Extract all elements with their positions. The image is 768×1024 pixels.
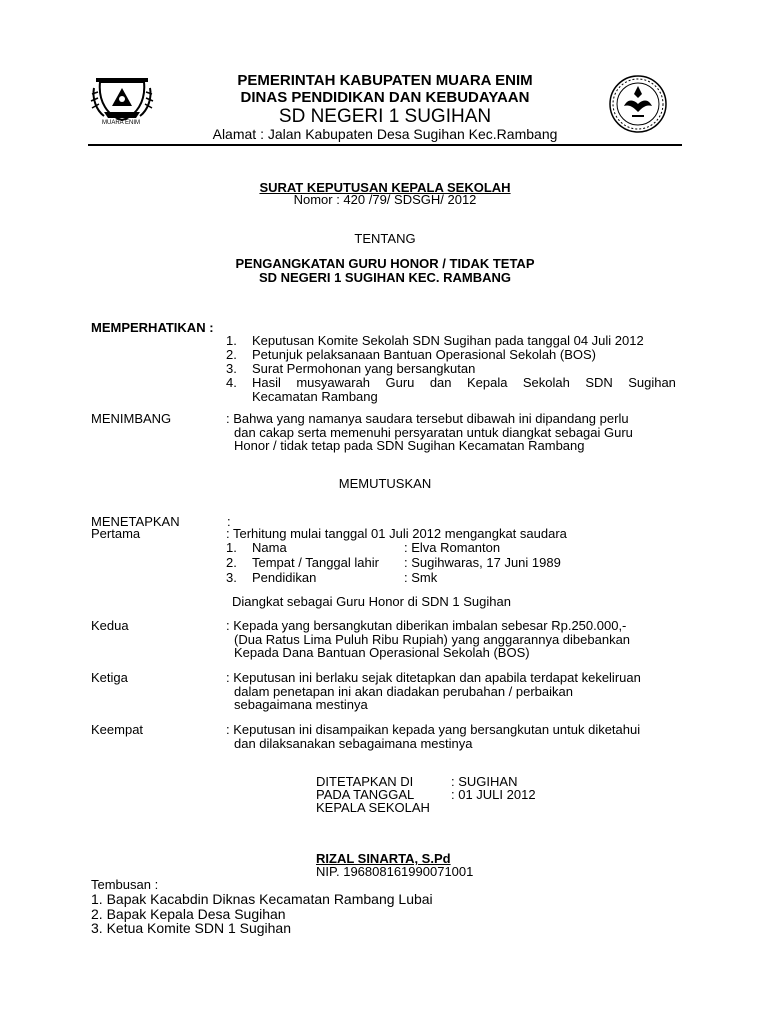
list-item: 3. Surat Permohonan yang bersangkutan <box>226 361 476 376</box>
tembusan-item: 1. Bapak Kacabdin Diknas Kecamatan Rambang Lubai <box>91 891 433 907</box>
field-row: 1. Nama : Elva Romanton <box>226 540 501 555</box>
memperhatikan-label: MEMPERHATIKAN : <box>91 320 214 335</box>
list-item: 1. Keputusan Komite Sekolah SDN Sugihan pada tanggal 04 Juli 2012 <box>226 333 644 348</box>
list-item-text-justified <box>252 375 676 389</box>
letterhead-rule <box>88 144 682 146</box>
menimbang-label: MENIMBANG <box>91 411 172 426</box>
header-school-name: SD NEGERI 1 SUGIHAN <box>278 106 492 127</box>
field-row: 2. Tempat / Tanggal lahir : Sugihwaras, 17 Juni 1989 <box>226 555 561 570</box>
menimbang-line1: : Bahwa yang namanya saudara tersebut dibawah ini dipandang perlu <box>226 411 629 426</box>
list-item: 4. Hasil musyawarah Guru dan Kepala Sekolah SDN Sugihan <box>226 375 676 390</box>
justified-word: Kepala <box>466 375 508 390</box>
kedua-line3: Kepada Dana Bantuan Operasional Sekolah (BOS) <box>234 645 530 660</box>
justified-word: Sekolah <box>522 375 570 390</box>
signatory-role: KEPALA SEKOLAH <box>316 800 430 815</box>
ketiga-line2: dalam penetapan ini akan diadakan perubahan / perbaikan <box>234 684 573 699</box>
justified-word: Sugihan <box>628 375 676 390</box>
justified-word: Hasil <box>252 375 281 390</box>
ditetapkan-label: DITETAPKAN DI <box>316 774 414 789</box>
menetapkan-label: MENETAPKAN <box>91 514 180 529</box>
ketiga-line3: sebagaimana mestinya <box>234 697 368 712</box>
decree-subject-line2: SD NEGERI 1 SUGIHAN KEC. RAMBANG <box>258 270 512 285</box>
keempat-line1: : Keputusan ini disampaikan kepada yang bersangkutan untuk diketahui <box>226 722 641 737</box>
list-item: 2. Petunjuk pelaksanaan Bantuan Operasional Sekolah (BOS) <box>226 347 596 362</box>
decree-heading: SURAT KEPUTUSAN KEPALA SEKOLAH <box>259 180 511 195</box>
tembusan-item: 2. Bapak Kepala Desa Sugihan <box>91 906 286 922</box>
menimbang-line2: dan cakap serta memenuhi persyaratan untuk diangkat sebagai Guru <box>234 425 633 440</box>
kedua-label: Kedua <box>91 618 129 633</box>
tanggal-value: : 01 JULI 2012 <box>451 787 536 802</box>
ketiga-label: Ketiga <box>91 670 128 685</box>
tembusan-label: Tembusan : <box>91 877 159 892</box>
kedua-line2: (Dua Ratus Lima Puluh Ribu Rupiah) yang anggarannya dibebankan <box>234 632 631 647</box>
kedua-line1: : Kepada yang bersangkutan diberikan imbalan sebesar Rp.250.000,- <box>226 618 627 633</box>
decree-number: Nomor : 420 /79/ SDSGH/ 2012 <box>293 192 477 207</box>
menetapkan-colon: : <box>227 514 231 529</box>
appointee-fields <box>226 540 561 585</box>
memutuskan-heading: MEMUTUSKAN <box>338 476 432 491</box>
ketiga-line1: : Keputusan ini berlaku sejak ditetapkan dan apabila terdapat kekeliruan <box>226 670 641 685</box>
diangkat-text: Diangkat sebagai Guru Honor di SDN 1 Sugihan <box>232 594 511 609</box>
header-address: Alamat : Jalan Kabupaten Desa Sugihan Kec.Rambang <box>212 126 558 142</box>
justified-word: Guru <box>385 375 415 390</box>
muara-enim-emblem <box>90 72 154 132</box>
emblem-caption: MUARA ENIM <box>102 120 141 126</box>
header-government: PEMERINTAH KABUPATEN MUARA ENIM <box>237 72 533 89</box>
keempat-line2: dan dilaksanakan sebagaimana mestinya <box>234 736 473 751</box>
signatory-name: RIZAL SINARTA, S.Pd <box>316 851 451 866</box>
justified-word: SDN <box>585 375 613 390</box>
tanggal-label: PADA TANGGAL <box>316 787 415 802</box>
decree-subject-line1: PENGANGKATAN GURU HONOR / TIDAK TETAP <box>235 256 535 271</box>
justified-word: musyawarah <box>296 375 371 390</box>
pertama-label: Pertama <box>91 526 141 541</box>
tentang-label: TENTANG <box>354 231 416 246</box>
memperhatikan-list <box>226 333 676 403</box>
ditetapkan-value: : SUGIHAN <box>451 774 518 789</box>
header-department: DINAS PENDIDIKAN DAN KEBUDAYAAN <box>240 89 530 106</box>
list-item-continuation: Kecamatan Rambang <box>252 389 378 404</box>
tembusan-item: 3. Ketua Komite SDN 1 Sugihan <box>91 920 292 936</box>
justified-word: dan <box>429 375 452 390</box>
keempat-label: Keempat <box>91 722 144 737</box>
pertama-text: : Terhitung mulai tanggal 01 Juli 2012 mengangkat saudara <box>226 526 567 541</box>
menimbang-line3: Honor / tidak tetap pada SDN Sugihan Kecamatan Rambang <box>234 438 585 453</box>
signatory-nip: NIP. 196808161990071001 <box>316 864 474 879</box>
field-row: 3. Pendidikan : Smk <box>226 570 438 585</box>
